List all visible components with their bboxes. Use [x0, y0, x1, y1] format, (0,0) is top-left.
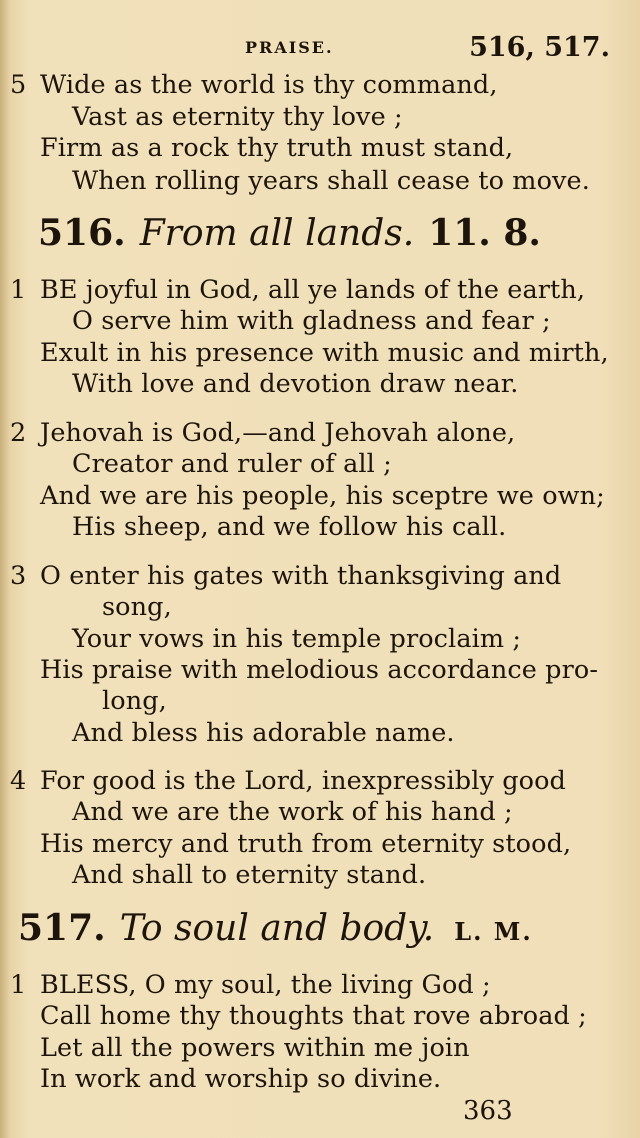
stanza-number: 2 [10, 418, 27, 448]
verse-line: Firm as a rock thy truth must stand, [40, 133, 514, 163]
hymn-number: 517. [18, 907, 106, 949]
verse-line: Call home thy thoughts that rove abroad ; [40, 1001, 587, 1031]
verse-line: In work and worship so divine. [40, 1064, 442, 1094]
hymn-516-heading [38, 212, 541, 255]
verse-line: And we are the work of his hand ; [72, 797, 513, 827]
running-head [0, 34, 640, 64]
verse-line: And we are his people, his sceptre we own; [40, 481, 605, 511]
verse-line: For good is the Lord, inexpressibly good [40, 766, 566, 796]
hymn-number: 516. [38, 212, 126, 254]
verse-line: With love and devotion draw near. [72, 369, 519, 399]
stanza-number: 4 [10, 766, 27, 796]
stanza-number: 1 [10, 275, 27, 305]
verse-line-turnover: song, [102, 592, 172, 622]
hymn-meter: 11. 8. [428, 212, 541, 254]
verse-line: When rolling years shall cease to move. [72, 166, 590, 196]
verse-line: Creator and ruler of all ; [72, 449, 392, 479]
hymn-meter: L. M. [454, 917, 533, 946]
verse-line: Exult in his presence with music and mirth, [40, 338, 609, 368]
verse-line: Vast as eternity thy love ; [72, 102, 403, 132]
verse-line: BLESS, O my soul, the living God ; [40, 970, 491, 1000]
verse-line: Jehovah is God,—and Jehovah alone, [40, 418, 516, 448]
verse-line: O enter his gates with thanksgiving and [40, 561, 562, 591]
verse-line: His praise with melodious accordance pro- [40, 655, 599, 685]
hymn-title: From all lands. [139, 213, 415, 254]
verse-line: O serve him with gladness and fear ; [72, 306, 551, 336]
stanza-number: 5 [10, 70, 27, 100]
hymn-517-heading [18, 907, 533, 953]
page-hymn-numbers: 516, 517. [469, 32, 610, 63]
hymn-title: To soul and body. [119, 908, 435, 949]
stanza-number: 1 [10, 970, 27, 1000]
verse-line: His mercy and truth from eternity stood, [40, 829, 572, 859]
verse-line: And shall to eternity stand. [72, 860, 427, 890]
verse-line: Wide as the world is thy command, [40, 70, 498, 100]
verse-line: Let all the powers within me join [40, 1033, 470, 1063]
verse-line: Your vows in his temple proclaim ; [72, 624, 522, 654]
verse-line: And bless his adorable name. [72, 718, 455, 748]
stanza-number: 3 [10, 561, 27, 591]
verse-line: His sheep, and we follow his call. [72, 512, 507, 542]
page-number: 363 [463, 1096, 513, 1126]
verse-line-turnover: long, [102, 686, 167, 716]
verse-line: BE joyful in God, all ye lands of the earth, [40, 275, 586, 305]
section-title: PRAISE. [245, 38, 334, 57]
